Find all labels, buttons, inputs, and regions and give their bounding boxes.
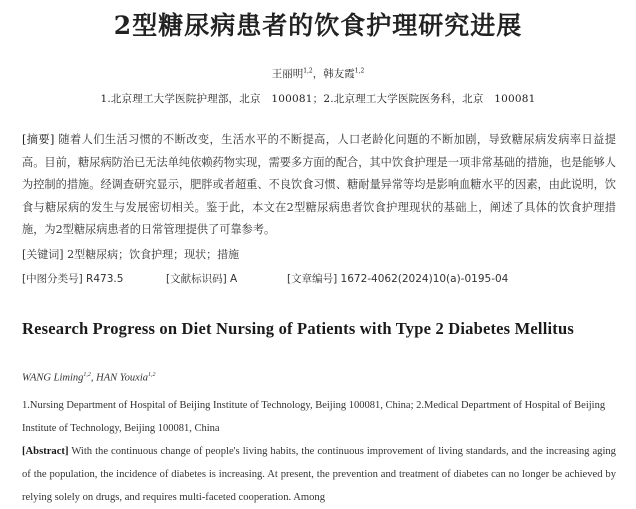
- author-affiliation-mark: 1,2: [303, 67, 313, 75]
- paper-title-cn: 2型糖尿病患者的饮食护理研究进展: [113, 11, 523, 40]
- clc-label: [中图分类号]: [22, 273, 83, 285]
- affiliation-en: 1.Nursing Department of Hospital of Beijing Institute of Technology, Beijing 100081, China; 2.Medical Department of Hospital of Beijing Institute of Technology, Beijing 100081, China: [22, 400, 606, 434]
- paper-title-en: Research Progress on Diet Nursing of Patients with Type 2 Diabetes Mellitus: [22, 319, 574, 338]
- abstract-en: [22, 440, 616, 509]
- article-number-value: 1672-4062(2024)10(a)-0195-04: [340, 273, 509, 285]
- abstract-label-en: [Abstract]: [22, 446, 69, 457]
- clc-field: [22, 271, 123, 286]
- author-name: 王丽明: [271, 68, 304, 80]
- author-affiliation-mark: 1,2: [148, 372, 156, 378]
- author-separator: ,: [90, 372, 97, 384]
- keywords-cn: [22, 246, 616, 262]
- abstract-label-cn: [摘要]: [22, 133, 55, 146]
- author-affiliation-mark: 1,2: [354, 67, 365, 75]
- abstract-text-en: With the continuous change of people's living habits, the continuous improvement of living standards, and the increasing aging of the population, the incidence of diabetes is increasing. At present, the prevention and treatment of diabetes can no longer be achieved by relying solely on drugs, and requires multi-faceted cooperation. Among: [22, 446, 616, 503]
- doc-code-field: [166, 271, 237, 286]
- author-affiliation-mark: 1,2: [83, 372, 91, 378]
- article-number-field: [287, 271, 508, 286]
- doc-code-value: A: [230, 273, 238, 285]
- affiliation-cn: 1.北京理工大学医院护理部，北京 100081；2.北京理工大学医院医务科，北京 100081: [100, 93, 536, 105]
- author-name: HAN Youxia: [96, 372, 148, 384]
- keywords-text-cn: 2型糖尿病；饮食护理；现状；措施: [67, 248, 240, 261]
- abstract-text-cn: 随着人们生活习惯的不断改变，生活水平的不断提高，人口老龄化问题的不断加剧，导致糖尿病发病率日益提高。目前，糖尿病防治已无法单纯依赖药物实现，需要多方面的配合，其中饮食护理是一项非常基础的措施，也是能够人为控制的措施。经调查研究显示，肥胖或者超重、不良饮食习惯、糖耐量异常等均是影响血糖水平的因素，由此说明，饮食与糖尿病的发生与发展密切相关。鉴于此，本文在2型糖尿病患者饮食护理现状的基础上，阐述了具体的饮食护理措施，为2型糖尿病患者的日常管理提供了可靠参考。: [22, 133, 616, 237]
- article-number-label: [文章编号]: [287, 273, 338, 285]
- authors-cn: [0, 66, 636, 81]
- keywords-label-cn: [关键词]: [22, 248, 64, 261]
- author-name: WANG Liming: [22, 372, 84, 384]
- author-separator: ，: [312, 68, 324, 80]
- clc-value: R473.5: [86, 273, 124, 285]
- abstract-cn: [22, 129, 616, 242]
- authors-en: [22, 372, 156, 384]
- author-name: 韩友霞: [323, 68, 355, 80]
- doc-code-label: [文献标识码]: [166, 273, 227, 285]
